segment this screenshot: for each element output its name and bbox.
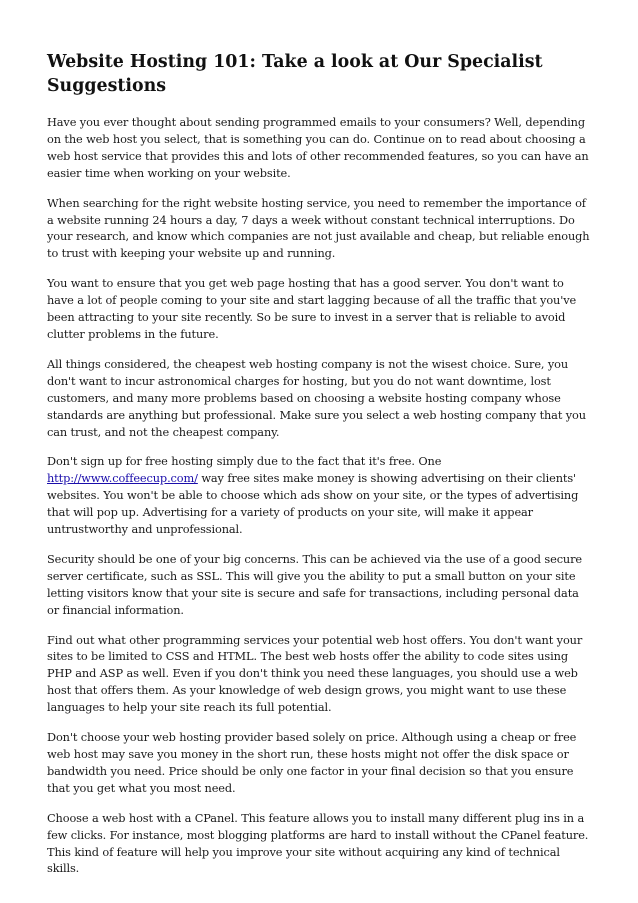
paragraph-5 (47, 453, 593, 538)
paragraph-9: Choose a web host with a CPanel. This feature allows you to install many different plug ins in a few clicks. For instance, most blogging platforms are hard to install without the CPanel feature. This kind of feature will help you improve your site without acquiring any kind of technical skills. (47, 810, 589, 876)
paragraph-6: Security should be one of your big concerns. This can be achieved via the use of a good secure server certificate, such as SSL. This will give you the ability to put a small button on your site letting visitors know that your site is secure and safe for transactions, including personal data or financial information. (47, 551, 583, 617)
coffeecup-link[interactable]: http://www.coffeecup.com/ (47, 471, 198, 486)
paragraph-3: You want to ensure that you get web page hosting that has a good server. You don't want to have a lot of people coming to your site and start lagging because of all the traffic that you've been attracting to your site recently. So be sure to invest in a server that is reliable to avoid clutter problems in the future. (47, 276, 577, 341)
paragraph-4: All things considered, the cheapest web hosting company is not the wisest choice. Sure, you don't want to incur astronomical charges for hosting, but you do not want downtime, lost customers, and many more problems based on choosing a website hosting company whose standards are anything but professional. Make sure you select a web hosting company that you can trust, and not the cheapest company. (47, 356, 586, 439)
paragraph-5-before: Don't sign up for free hosting simply due to the fact that it's free. One (47, 454, 442, 469)
document-body (47, 50, 593, 890)
paragraph-8: Don't choose your web hosting provider based solely on price. Although using a cheap or free web host may save you money in the short run, these hosts might not offer the disk space or bandwidth you need. Price should be only one factor in your final decision so that you ensure that you get what you most need. (47, 730, 577, 795)
paragraph-5-after: way free sites make money is showing advertising on their clients' websites. You won't be able to choose which ads show on your site, or the types of advertising that will pop up. Advertising for a variety of products on your site, will make it appear untrustworthy and unprofessional. (47, 471, 579, 537)
paragraph-7: Find out what other programming services your potential web host offers. You don't want your sites to be limited to CSS and HTML. The best web hosts offer the ability to code sites using PHP and ASP as well. Even if you don't think you need these languages, you should use a web host that offers them. As your knowledge of web design grows, you might want to use these languages to help your site reach its full potential. (47, 632, 583, 715)
paragraph-1: Have you ever thought about sending programmed emails to your consumers? Well, depending on the web host you select, that is something you can do. Continue on to read about choosing a web host service that provides this and lots of other recommended features, so you can have an easier time when working on your website. (47, 115, 589, 180)
page-title: Website Hosting 101: Take a look at Our Specialist Suggestions (47, 52, 543, 96)
paragraph-2: When searching for the right website hosting service, you need to remember the importance of a website running 24 hours a day, 7 days a week without constant technical interruptions. Do your research, and know which companies are not just available and cheap, but reliable enough to trust with keeping your website up and running. (47, 195, 590, 261)
